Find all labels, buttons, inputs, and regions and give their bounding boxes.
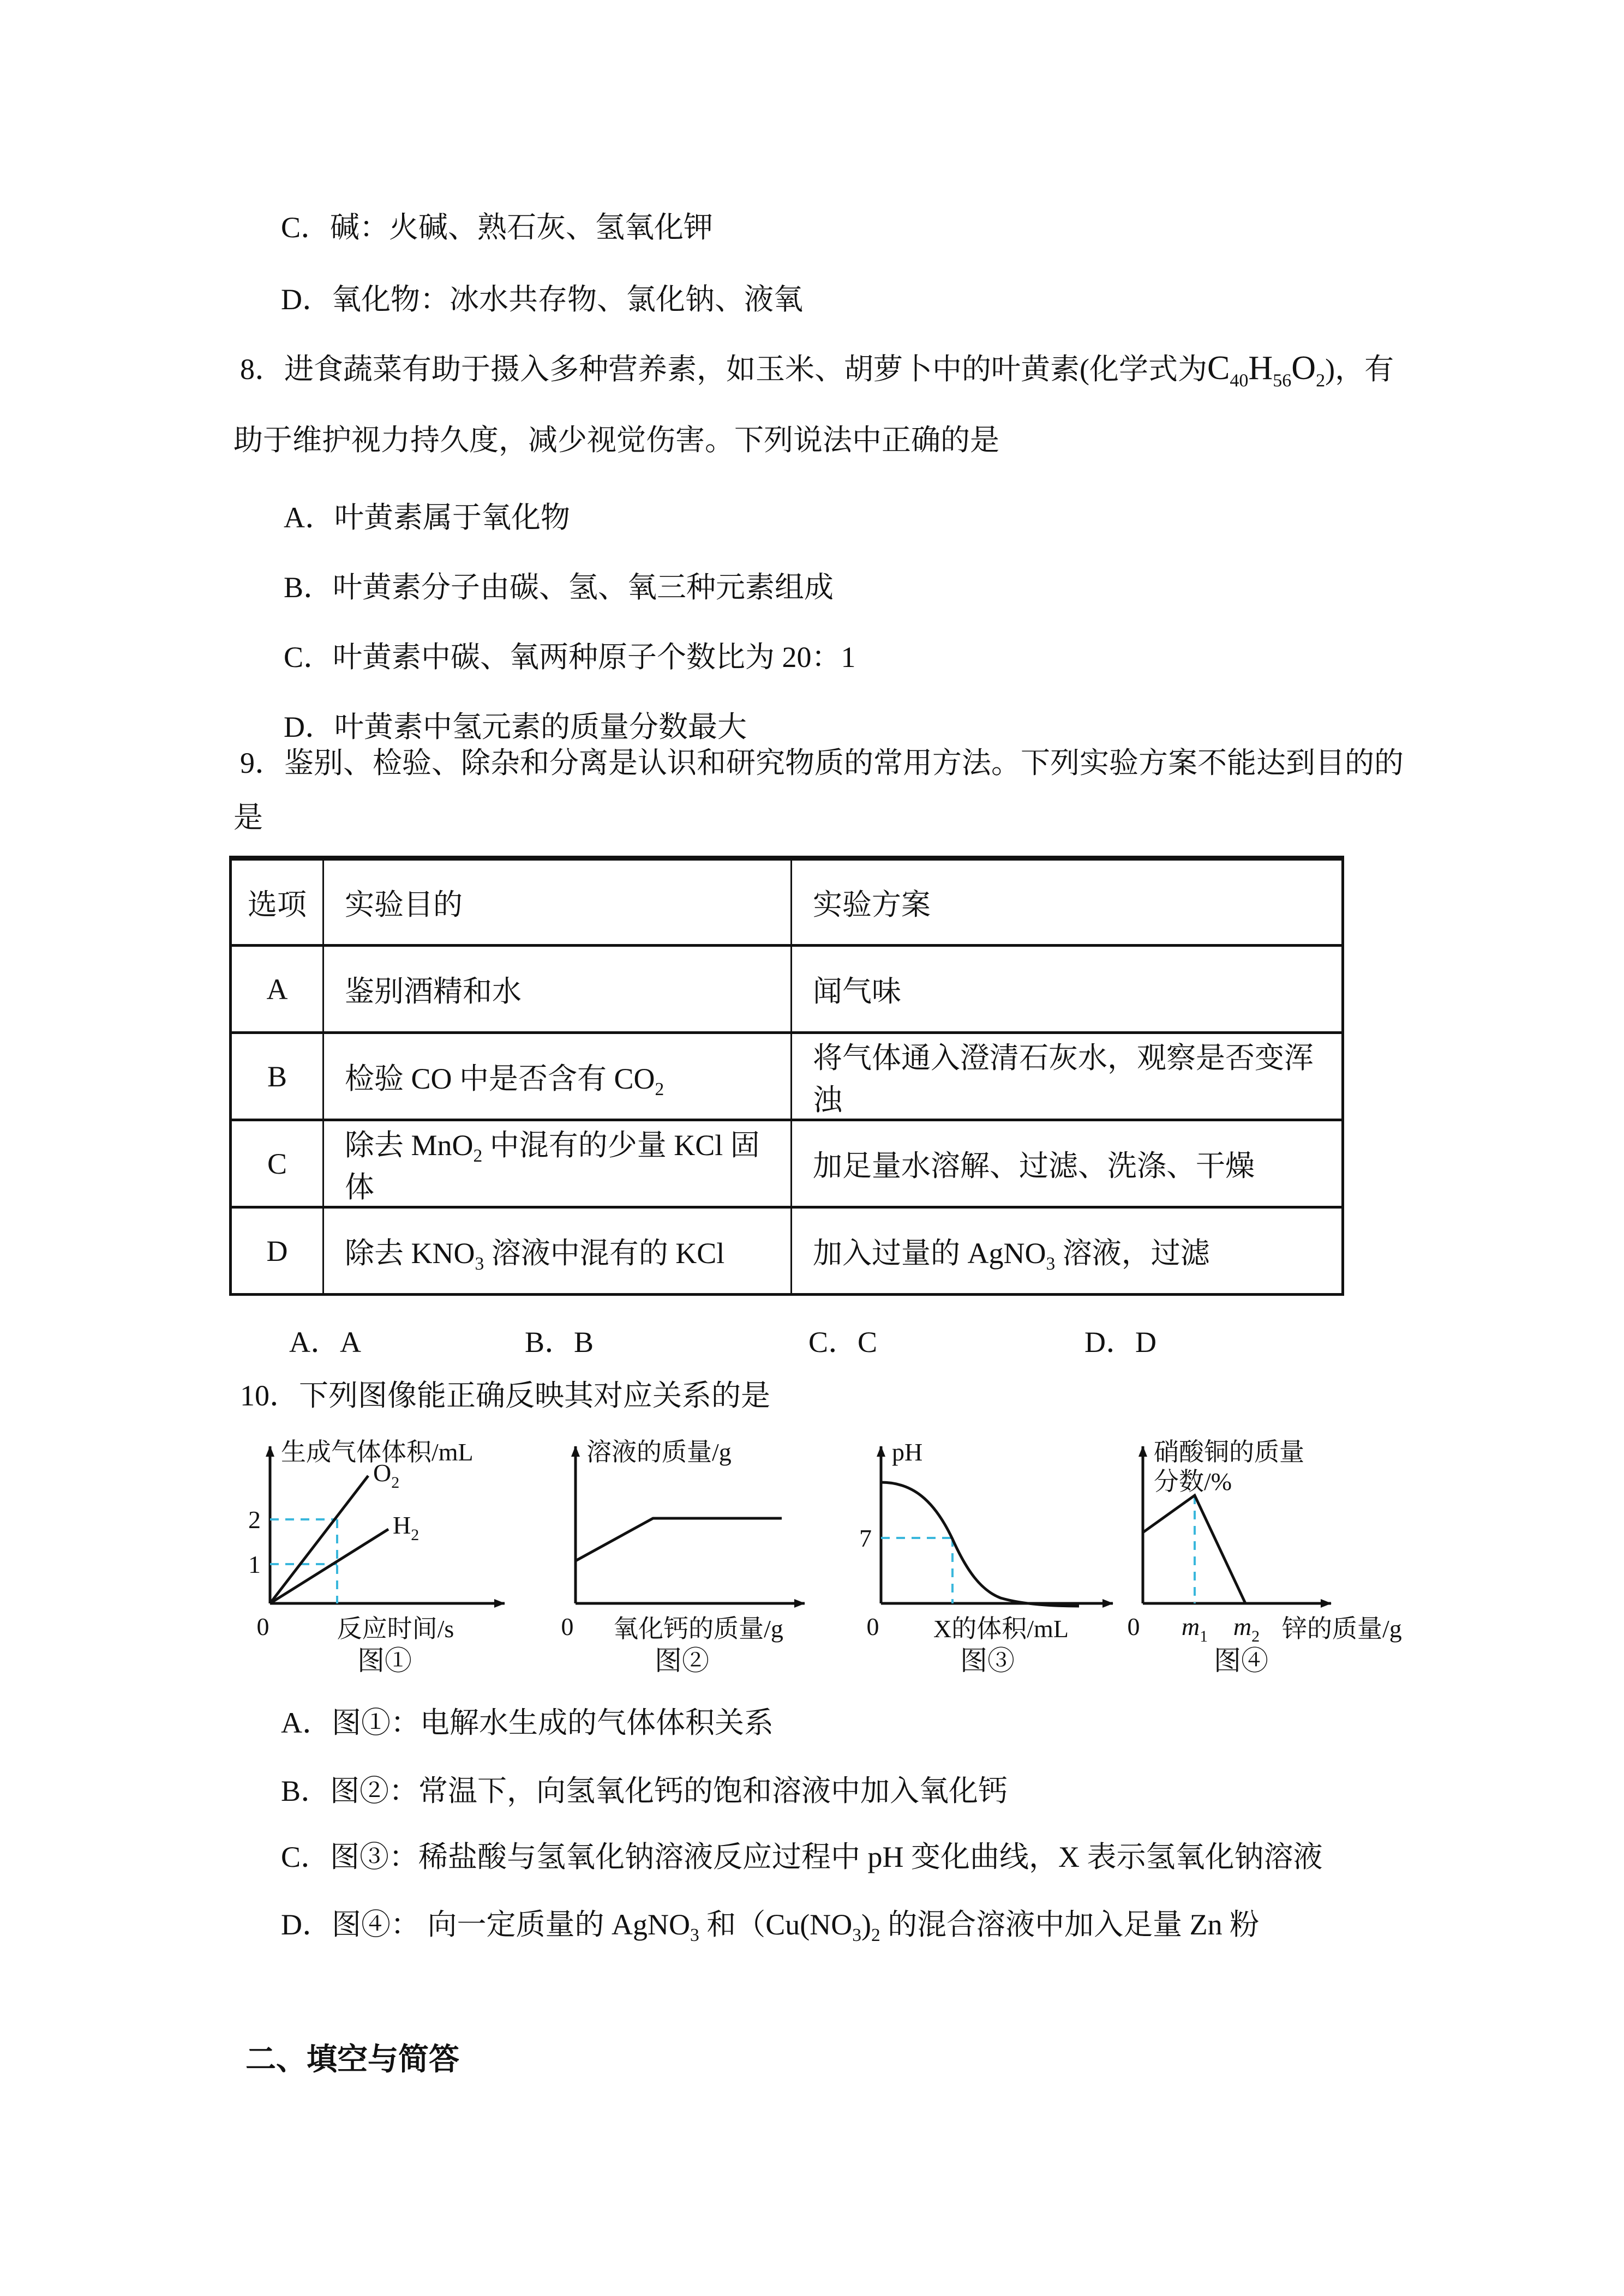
graph4-copper-nitrate-chart [1113,1418,1462,1677]
q8-option-b: B．叶黄素分子由碳、氢、氧三种元素组成 [284,571,834,604]
q9-row-b-plan: 将气体通入澄清石灰水，观察是否变浑浊 [792,1033,1343,1120]
q9-answer-b: B．B [525,1326,594,1359]
q9-table-header-row [231,858,1343,946]
q9-row-c-option: C [231,1120,323,1207]
q9-row-a-option: A [231,946,323,1033]
q9-table [229,856,1344,1296]
q10-option-b: B．图②：常温下，向氢氧化钙的饱和溶液中加入氧化钙 [281,1775,1008,1807]
q8-stem-post: )，有 [1325,353,1394,386]
q9-row-b-purpose: 检验 CO 中是否含有 $CO_2$ [323,1033,792,1120]
g2-curve [576,1518,782,1561]
table-row [231,1207,1343,1295]
g4-m1-label: $m_1$ [1181,1613,1208,1645]
q10-option-a: A．图①：电解水生成的气体体积关系 [281,1706,774,1739]
g2-origin-label: 0 [561,1613,574,1640]
g1-o2-line [270,1476,368,1603]
q9-header-purpose: 实验目的 [323,858,792,946]
q9-row-a-plan: 闻气味 [792,946,1343,1033]
g1-tick-1: 1 [248,1550,261,1578]
q7-option-c: C．碱：火碱、熟石灰、氢氧化钾 [281,211,714,244]
graph3-ph-chart [846,1418,1140,1677]
q9-row-d-purpose: 除去 $KNO_3$ 溶液中混有的 KCl [323,1207,792,1295]
q10-option-c: C．图③：稀盐酸与氢氧化钠溶液反应过程中 pH 变化曲线，X 表示氢氧化钠溶液 [281,1841,1323,1873]
q9-answer-c: C．C [808,1326,878,1359]
graph2-solution-mass-chart [537,1418,832,1677]
g1-origin-label: 0 [256,1613,269,1640]
g2-y-label: 溶液的质量/g [586,1438,732,1466]
section2-heading: 二、填空与简答 [245,2042,459,2076]
g3-tick-7: 7 [859,1524,872,1552]
g3-caption: 图③ [960,1645,1015,1676]
g2-caption: 图② [655,1645,709,1676]
g3-origin-label: 0 [866,1613,879,1640]
g1-x-label: 反应时间/s [337,1615,454,1643]
g1-tick-2: 2 [248,1506,261,1534]
q7-option-d: D．氧化物：冰水共存物、氯化钠、液氧 [281,283,803,316]
g1-h2-label: $H_2$ [393,1511,420,1544]
q9-row-d-option: D [231,1207,323,1295]
q9-stem-line1: 9．鉴别、检验、除杂和分离是认识和研究物质的常用方法。下列实验方案不能达到目的的 [240,747,1404,779]
g3-curve [881,1482,1079,1606]
table-row [231,946,1343,1033]
q9-header-plan: 实验方案 [792,858,1343,946]
q10-option-d: D．图④： 向一定质量的 AgNO$_3$ 和（$Cu(NO_3)_2$ 的混合溶液中加入足量 Zn 粉 [281,1908,1260,1945]
g2-x-label: 氧化钙的质量/g [613,1615,783,1643]
g4-y-label-line1: 硝酸铜的质量 [1154,1438,1304,1466]
g1-h2-line [270,1529,388,1603]
q8-option-a: A．叶黄素属于氧化物 [284,501,570,534]
table-row [231,1120,1343,1207]
g3-y-label: pH [892,1438,923,1466]
q8-stem-line1 [240,348,1394,389]
q10-stem: 10．下列图像能正确反映其对应关系的是 [240,1379,770,1412]
g3-x-label: X的体积/mL [933,1615,1069,1643]
q8-option-c: C．叶黄素中碳、氧两种原子个数比为 20：1 [284,641,856,674]
q8-formula: $C_{40}H_{56}O_2$ [1207,350,1326,391]
g4-origin-label: 0 [1127,1613,1140,1640]
graph1-gas-volume-chart [229,1418,551,1677]
g1-caption: 图① [357,1645,412,1676]
g1-o2-label: $O_2$ [373,1459,400,1492]
q9-stem-line2: 是 [233,801,263,834]
q8-option-d: D．叶黄素中氢元素的质量分数最大 [284,711,747,743]
q9-row-c-purpose: 除去 MnO$_2$ 中混有的少量 KCl 固体 [323,1120,792,1207]
q9-answer-a: A．A [289,1326,361,1359]
q8-stem-line2: 助于维护视力持久度，减少视觉伤害。下列说法中正确的是 [233,424,999,456]
q9-row-c-plan: 加足量水溶解、过滤、洗涤、干燥 [792,1120,1343,1207]
q9-header-option: 选项 [231,858,323,946]
table-row [231,1033,1343,1120]
g1-y-label: 生成气体体积/mL [281,1438,474,1466]
g4-y-label-line2: 分数/% [1154,1468,1232,1495]
q9-row-b-option: B [231,1033,323,1120]
g4-m2-label: $m_2$ [1233,1613,1260,1645]
g4-caption: 图④ [1214,1645,1268,1676]
q9-row-a-purpose: 鉴别酒精和水 [323,946,792,1033]
q8-stem-pre: 8．进食蔬菜有助于摄入多种营养素，如玉米、胡萝卜中的叶黄素(化学式为 [240,353,1207,386]
q9-answer-d: D．D [1084,1326,1156,1359]
q9-row-d-plan: 加入过量的 AgNO$_3$ 溶液，过滤 [792,1207,1343,1295]
g4-x-label: 锌的质量/g [1282,1615,1402,1643]
